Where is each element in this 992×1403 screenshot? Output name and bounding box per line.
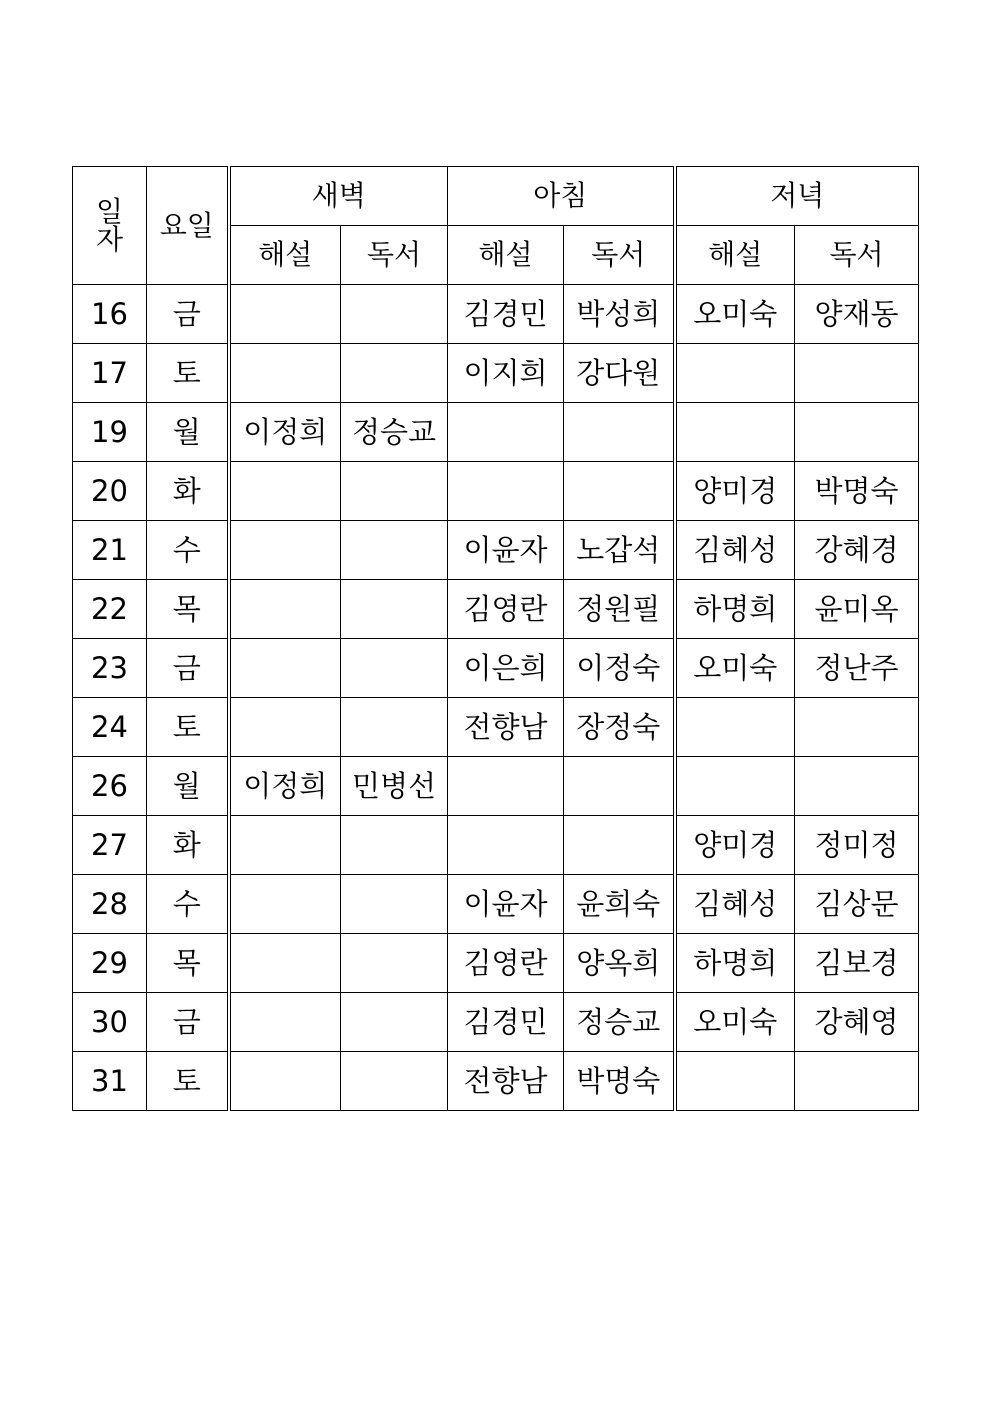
- day-cell: 22: [73, 580, 147, 639]
- header-sub-morning-reading: 독서: [564, 226, 675, 285]
- header-day-label-line2: 자: [95, 222, 124, 256]
- evening-reading-cell: [795, 344, 919, 403]
- table-row: [73, 875, 919, 934]
- table-row: [73, 580, 919, 639]
- day-cell: 27: [73, 816, 147, 875]
- header-row-groups: [73, 167, 919, 226]
- dawn-reading-cell: [341, 580, 448, 639]
- morning-commentary-cell: 이윤자: [448, 875, 564, 934]
- table-row: [73, 639, 919, 698]
- dawn-commentary-cell: [229, 1052, 341, 1111]
- morning-commentary-cell: 이지희: [448, 344, 564, 403]
- evening-reading-cell: [795, 698, 919, 757]
- evening-reading-cell: [795, 757, 919, 816]
- evening-commentary-cell: [675, 1052, 795, 1111]
- dawn-commentary-cell: [229, 285, 341, 344]
- dawn-reading-cell: [341, 285, 448, 344]
- evening-reading-cell: 강혜영: [795, 993, 919, 1052]
- evening-reading-cell: [795, 1052, 919, 1111]
- dawn-reading-cell: [341, 875, 448, 934]
- day-cell: 17: [73, 344, 147, 403]
- table-row: [73, 934, 919, 993]
- evening-commentary-cell: 오미숙: [675, 639, 795, 698]
- evening-commentary-cell: 오미숙: [675, 993, 795, 1052]
- weekday-cell: 수: [147, 521, 229, 580]
- evening-reading-cell: [795, 403, 919, 462]
- dawn-reading-cell: [341, 462, 448, 521]
- morning-reading-cell: 박명숙: [564, 1052, 675, 1111]
- dawn-commentary-cell: [229, 698, 341, 757]
- header-sub-dawn-reading: 독서: [341, 226, 448, 285]
- weekday-cell: 토: [147, 1052, 229, 1111]
- weekday-cell: 월: [147, 403, 229, 462]
- morning-commentary-cell: [448, 462, 564, 521]
- day-cell: 29: [73, 934, 147, 993]
- evening-commentary-cell: [675, 403, 795, 462]
- morning-reading-cell: 정승교: [564, 993, 675, 1052]
- evening-commentary-cell: [675, 698, 795, 757]
- evening-reading-cell: 윤미옥: [795, 580, 919, 639]
- table-row: [73, 344, 919, 403]
- header-day: [73, 167, 147, 285]
- weekday-cell: 수: [147, 875, 229, 934]
- morning-commentary-cell: [448, 816, 564, 875]
- weekday-cell: 목: [147, 934, 229, 993]
- day-cell: 20: [73, 462, 147, 521]
- morning-commentary-cell: 이은희: [448, 639, 564, 698]
- weekday-cell: 금: [147, 639, 229, 698]
- dawn-commentary-cell: [229, 993, 341, 1052]
- table-row: [73, 521, 919, 580]
- dawn-reading-cell: [341, 1052, 448, 1111]
- weekday-cell: 월: [147, 757, 229, 816]
- dawn-reading-cell: [341, 344, 448, 403]
- evening-reading-cell: 정미정: [795, 816, 919, 875]
- dawn-commentary-cell: [229, 580, 341, 639]
- dawn-reading-cell: [341, 993, 448, 1052]
- dawn-commentary-cell: 이정희: [229, 403, 341, 462]
- dawn-commentary-cell: [229, 521, 341, 580]
- evening-commentary-cell: 김혜성: [675, 875, 795, 934]
- evening-reading-cell: 양재동: [795, 285, 919, 344]
- morning-commentary-cell: 이윤자: [448, 521, 564, 580]
- evening-commentary-cell: 하명희: [675, 934, 795, 993]
- day-cell: 26: [73, 757, 147, 816]
- evening-commentary-cell: 김혜성: [675, 521, 795, 580]
- weekday-cell: 토: [147, 344, 229, 403]
- morning-reading-cell: 양옥희: [564, 934, 675, 993]
- morning-reading-cell: [564, 403, 675, 462]
- dawn-reading-cell: 민병선: [341, 757, 448, 816]
- dawn-reading-cell: [341, 934, 448, 993]
- morning-reading-cell: [564, 462, 675, 521]
- header-day-label-line1: 일: [95, 194, 124, 228]
- dawn-reading-cell: [341, 521, 448, 580]
- header-sub-morning-commentary: 해설: [448, 226, 564, 285]
- dawn-commentary-cell: [229, 462, 341, 521]
- morning-commentary-cell: 김영란: [448, 934, 564, 993]
- table-row: [73, 757, 919, 816]
- dawn-reading-cell: [341, 639, 448, 698]
- day-cell: 30: [73, 993, 147, 1052]
- dawn-reading-cell: 정승교: [341, 403, 448, 462]
- day-cell: 23: [73, 639, 147, 698]
- table-row: [73, 816, 919, 875]
- header-sub-evening-reading: 독서: [795, 226, 919, 285]
- evening-reading-cell: 김보경: [795, 934, 919, 993]
- evening-commentary-cell: [675, 344, 795, 403]
- header-group-dawn: 새벽: [229, 167, 448, 226]
- dawn-commentary-cell: [229, 344, 341, 403]
- dawn-reading-cell: [341, 816, 448, 875]
- table-row: [73, 1052, 919, 1111]
- weekday-cell: 목: [147, 580, 229, 639]
- day-cell: 19: [73, 403, 147, 462]
- evening-commentary-cell: 양미경: [675, 816, 795, 875]
- morning-reading-cell: 정원필: [564, 580, 675, 639]
- weekday-cell: 화: [147, 816, 229, 875]
- evening-reading-cell: 정난주: [795, 639, 919, 698]
- evening-commentary-cell: [675, 757, 795, 816]
- header-day-label: [95, 194, 124, 256]
- table-row: [73, 285, 919, 344]
- dawn-commentary-cell: [229, 816, 341, 875]
- morning-commentary-cell: 김경민: [448, 285, 564, 344]
- dawn-reading-cell: [341, 698, 448, 757]
- evening-commentary-cell: 양미경: [675, 462, 795, 521]
- morning-commentary-cell: [448, 403, 564, 462]
- dawn-commentary-cell: [229, 934, 341, 993]
- morning-commentary-cell: [448, 757, 564, 816]
- evening-reading-cell: 김상문: [795, 875, 919, 934]
- morning-reading-cell: [564, 816, 675, 875]
- weekday-cell: 금: [147, 285, 229, 344]
- header-weekday: 요일: [147, 167, 229, 285]
- table-row: [73, 698, 919, 757]
- evening-reading-cell: 강혜경: [795, 521, 919, 580]
- day-cell: 24: [73, 698, 147, 757]
- morning-reading-cell: 박성희: [564, 285, 675, 344]
- header-group-morning: 아침: [448, 167, 675, 226]
- header-sub-dawn-commentary: 해설: [229, 226, 341, 285]
- weekday-cell: 토: [147, 698, 229, 757]
- evening-commentary-cell: 오미숙: [675, 285, 795, 344]
- day-cell: 21: [73, 521, 147, 580]
- morning-reading-cell: 윤희숙: [564, 875, 675, 934]
- dawn-commentary-cell: [229, 639, 341, 698]
- dawn-commentary-cell: 이정희: [229, 757, 341, 816]
- day-cell: 28: [73, 875, 147, 934]
- header-group-evening: 저녁: [675, 167, 919, 226]
- morning-commentary-cell: 김경민: [448, 993, 564, 1052]
- weekday-cell: 화: [147, 462, 229, 521]
- morning-reading-cell: 이정숙: [564, 639, 675, 698]
- morning-commentary-cell: 김영란: [448, 580, 564, 639]
- morning-reading-cell: 강다원: [564, 344, 675, 403]
- evening-reading-cell: 박명숙: [795, 462, 919, 521]
- table-row: [73, 462, 919, 521]
- morning-reading-cell: [564, 757, 675, 816]
- morning-reading-cell: 노갑석: [564, 521, 675, 580]
- day-cell: 16: [73, 285, 147, 344]
- header-sub-evening-commentary: 해설: [675, 226, 795, 285]
- dawn-commentary-cell: [229, 875, 341, 934]
- morning-commentary-cell: 전향남: [448, 698, 564, 757]
- day-cell: 31: [73, 1052, 147, 1111]
- morning-commentary-cell: 전향남: [448, 1052, 564, 1111]
- weekday-cell: 금: [147, 993, 229, 1052]
- evening-commentary-cell: 하명희: [675, 580, 795, 639]
- schedule-table: [72, 166, 919, 1111]
- table-row: [73, 993, 919, 1052]
- morning-reading-cell: 장정숙: [564, 698, 675, 757]
- table-row: [73, 403, 919, 462]
